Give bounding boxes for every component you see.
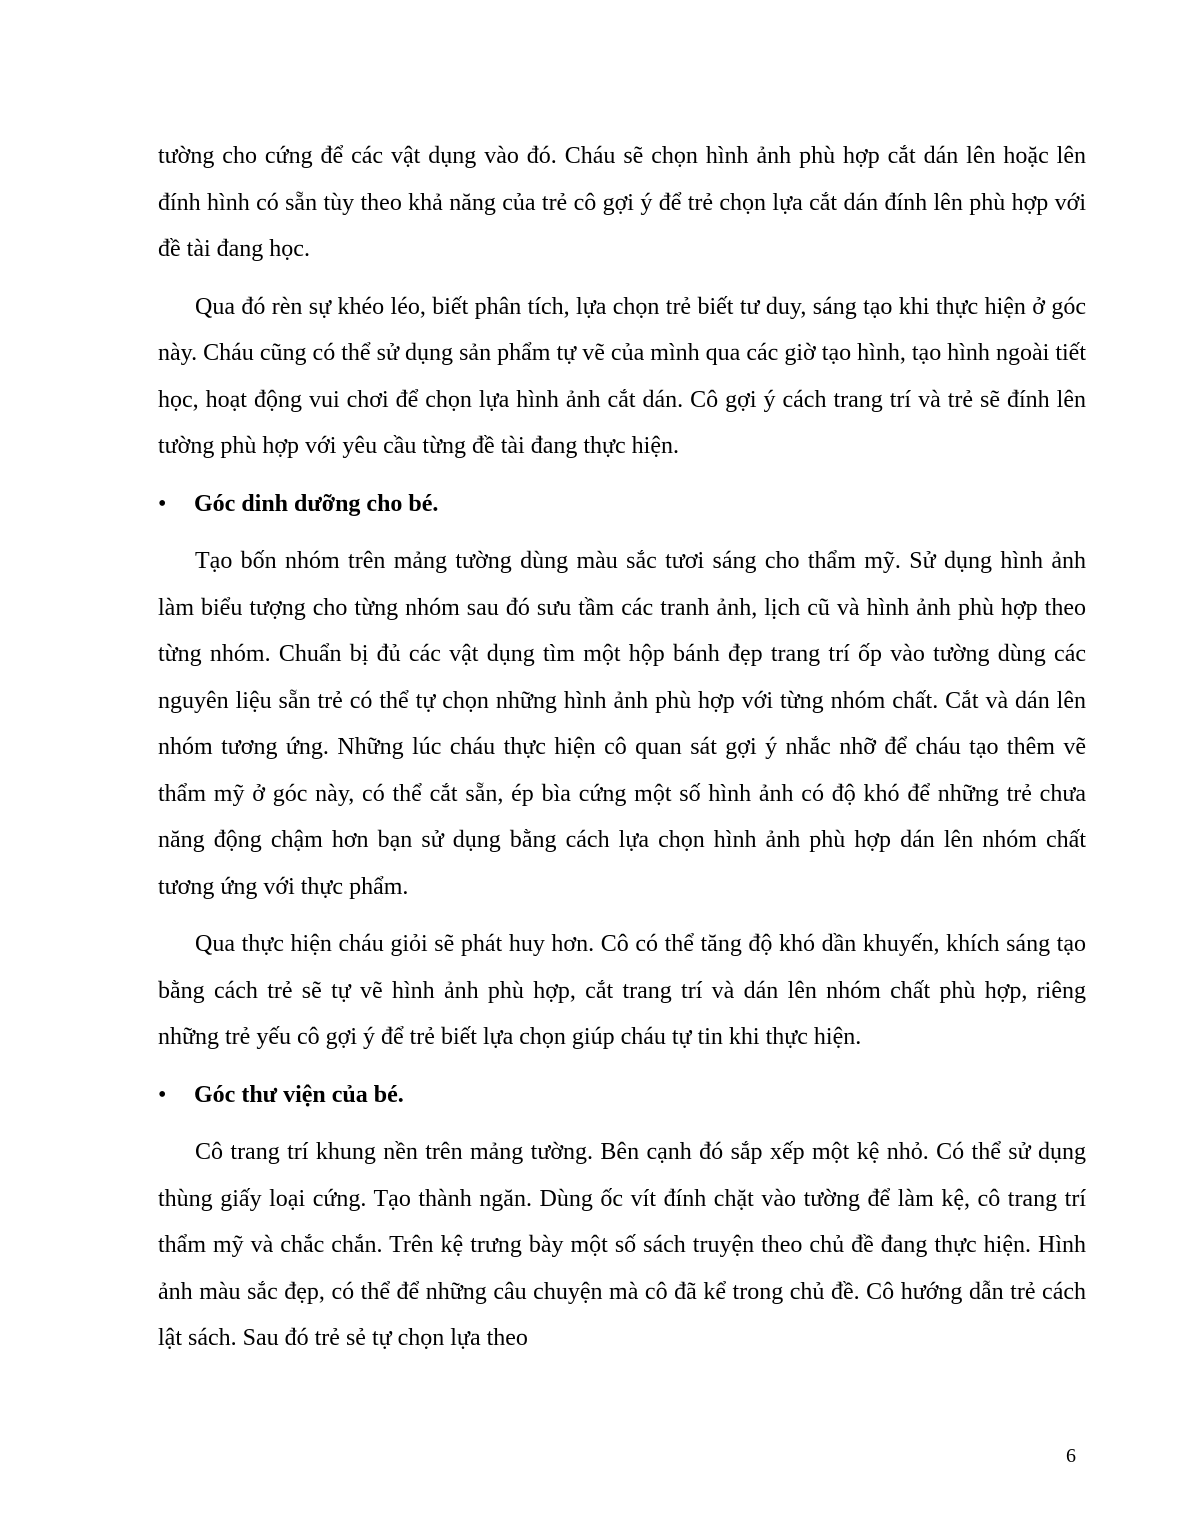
paragraph-nutrition-outcome: Qua thực hiện cháu giỏi sẽ phát huy hơn. Cô có thể tăng độ khó dần khuyến, khích sáng tạo bằng cách trẻ sẽ tự vẽ hình ảnh phù hợp, cắt trang trí và dán lên nhóm chất phù hợp, riêng những trẻ yếu cô gợi ý để trẻ biết lựa chọn giúp cháu tự tin khi thực hiện. [158, 931, 1086, 1050]
paragraph-nutrition-setup: Tạo bốn nhóm trên mảng tường dùng màu sắc tươi sáng cho thẩm mỹ. Sử dụng hình ảnh làm biểu tượng cho từng nhóm sau đó sưu tầm các tranh ảnh, lịch cũ và hình ảnh phù hợp theo từng nhóm. Chuẩn bị đủ các vật dụng tìm một hộp bánh đẹp trang trí ốp vào tường dùng các nguyên liệu sẵn trẻ có thể tự chọn những hình ảnh phù hợp với từng nhóm chất. Cắt và dán lên nhóm tương ứng. Những lúc cháu thực hiện cô quan sát gợi ý nhắc nhỡ để cháu tạo thêm vẽ thẩm mỹ ở góc này, có thể cắt sẵn, ép bìa cứng một số hình ảnh có độ khó để những trẻ chưa năng động chậm hơn bạn sử dụng bằng cách lựa chọn hình ảnh phù hợp dán lên nhóm chất tương ứng với thực phẩm. [158, 548, 1086, 900]
page-number: 6 [1066, 1445, 1076, 1467]
paragraph-skill-training: Qua đó rèn sự khéo léo, biết phân tích, lựa chọn trẻ biết tư duy, sáng tạo khi thực hiện ở góc này. Cháu cũng có thể sử dụng sản phẩm tự vẽ của mình qua các giờ tạo hình, tạo hình ngoài tiết học, hoạt động vui chơi để chọn lựa hình ảnh cắt dán. Cô gợi ý cách trang trí và trẻ sẽ đính lên tường phù hợp với yêu cầu từng đề tài đang thực hiện. [158, 293, 1086, 459]
bullet-icon: • [158, 490, 167, 517]
paragraph-library-setup: Cô trang trí khung nền trên mảng tường. Bên cạnh đó sắp xếp một kệ nhỏ. Có thể sử dụng thùng giấy loại cứng. Tạo thành ngăn. Dùng ốc vít đính chặt vào tường để làm kệ, cô trang trí thẩm mỹ và chắc chắn. Trên kệ trưng bày một số sách truyện theo chủ đề đang thực hiện. Hình ảnh màu sắc đẹp, có thể để những câu chuyện mà cô đã kể trong chủ đề. Cô hướng dẫn trẻ cách lật sách. Sau đó trẻ sẻ tự chọn lựa theo [158, 1139, 1086, 1351]
bullet-icon: • [158, 1081, 167, 1108]
section-heading-library-corner [158, 1072, 1086, 1119]
heading-text: Góc thư viện của bé. [194, 1081, 404, 1108]
paragraph-continuation: tường cho cứng để các vật dụng vào đó. Cháu sẽ chọn hình ảnh phù hợp cắt dán lên hoặc lên đính hình có sẵn tùy theo khả năng của trẻ cô gợi ý để trẻ chọn lựa cắt dán đính lên phù hợp với đề tài đang học. [158, 143, 1086, 262]
section-heading-nutrition-corner [158, 481, 1086, 528]
heading-text: Góc dinh dưỡng cho bé. [194, 490, 439, 517]
page-body [158, 133, 1086, 1373]
